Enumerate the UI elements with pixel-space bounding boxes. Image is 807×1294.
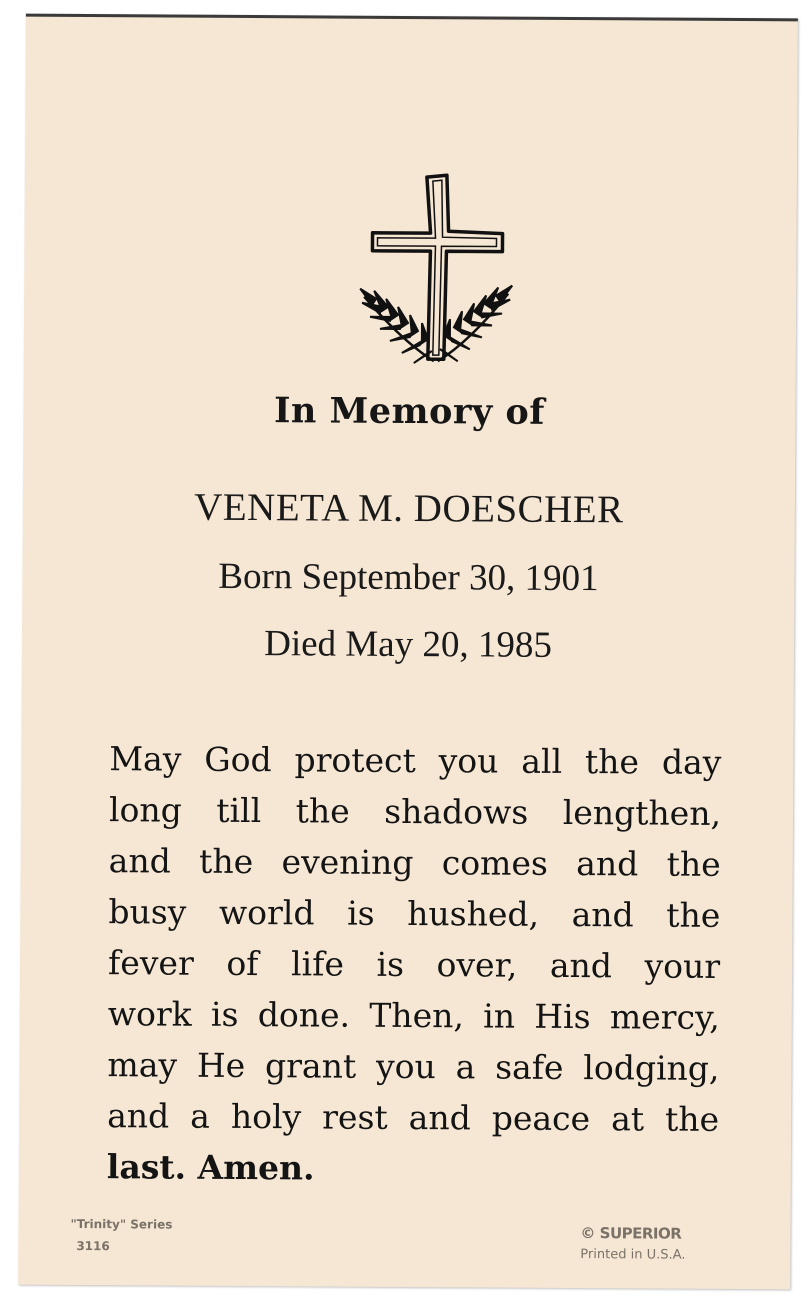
prayer-line: may He grant you a safe lodging, [107, 1045, 720, 1088]
printed-in-label: Printed in U.S.A. [580, 1247, 686, 1263]
publisher-brand: © SUPERIOR [580, 1224, 682, 1243]
memorial-card [18, 14, 798, 1290]
series-number: 3116 [76, 1238, 110, 1254]
prayer-line-amen: last. Amen. [106, 1147, 315, 1188]
series-label [70, 1213, 172, 1258]
series-name: "Trinity" Series [70, 1216, 173, 1232]
deceased-name: VENETA M. DOESCHER [194, 485, 624, 532]
prayer-line: work is done. Then, in His mercy, [107, 994, 720, 1037]
prayer-text [107, 733, 722, 1196]
publisher-mark [580, 1222, 685, 1267]
death-date: Died May 20, 1985 [264, 623, 553, 666]
memorial-heading: In Memory of [273, 390, 545, 433]
prayer-line: May God protect you all the day [109, 739, 722, 782]
prayer-line: long till the shadows lengthen, [108, 790, 722, 833]
prayer-line: fever of life is over, and your [107, 943, 721, 986]
prayer-line: and a holy rest and peace at the [107, 1096, 720, 1139]
cross-with-palm-branches-icon [342, 171, 527, 372]
prayer-line: busy world is hushed, and the [108, 892, 721, 935]
birth-date: Born September 30, 1901 [218, 555, 599, 600]
prayer-line: and the evening comes and the [108, 841, 721, 884]
